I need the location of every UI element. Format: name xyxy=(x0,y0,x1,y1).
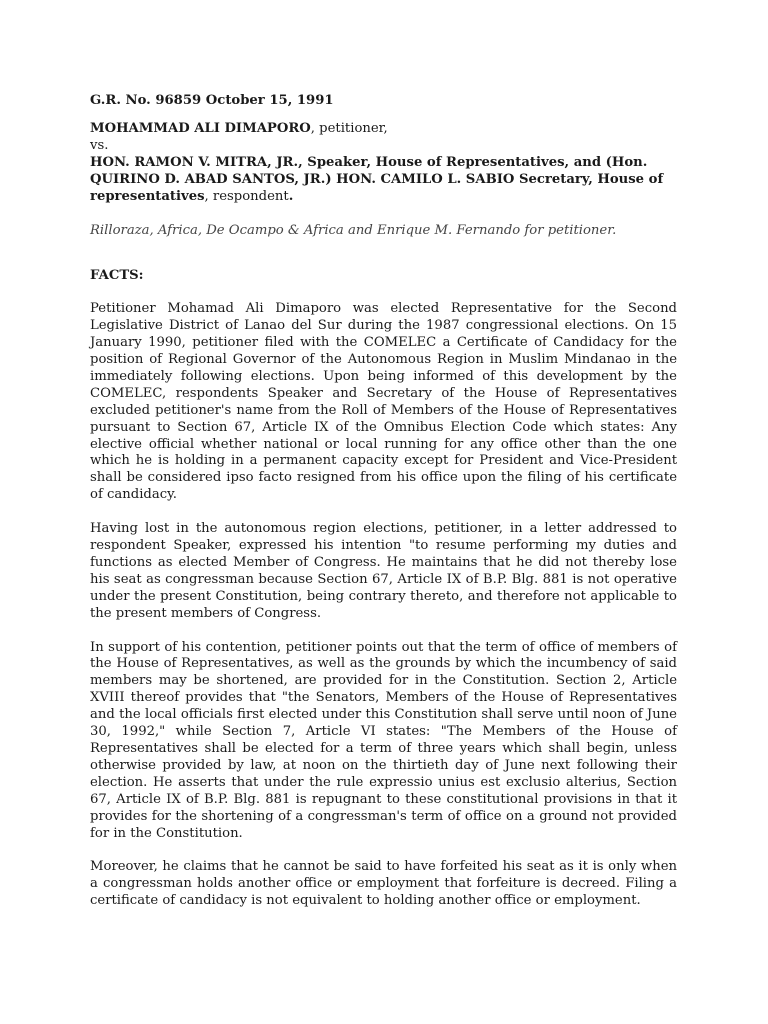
facts-heading: FACTS: xyxy=(90,268,144,284)
facts-paragraph: Petitioner Mohamad Ali Dimaporo was elected Representative for the Second Legislative District of Lanao del Sur during the 1987 congressional elections. On 15 January 1990, petitioner filed with the COMELEC a Certificate of Candidacy for the position of Regional Governor of the Autonomous Region in Muslim Mindanao in the immediately following elections. Upon being informed of this development by the COMELEC, respondents Speaker and Secretary of the House of Representatives excluded petitioner's name from the Roll of Members of the House of Representatives pursuant to Section 67, Article IX of the Omnibus Election Code which states: Any elective official whether national or local running for any office other than the one which he is holding in a permanent capacity except for President and Vice-President shall be considered ipso facto resigned from his office upon the filing of his certificate of candidacy. xyxy=(90,301,677,503)
facts-paragraph: In support of his contention, petitioner points out that the term of office of members of the House of Representatives, as well as the grounds by which the incumbency of said members may be shortened, are provided for in the Constitution. Section 2, Article XVIII thereof provides that "the Senators, Members of the House of Representatives and the local officials first elected under this Constitution shall serve until noon of June 30, 1992," while Section 7, Article VI states: "The Members of the House of Representatives shall be elected for a term of three years which shall begin, unless otherwise provided by law, at noon on the thirtieth day of June next following their election. He asserts that under the rule expressio unius est exclusio alterius, Section 67, Article IX of B.P. Blg. 881 is repugnant to these constitutional provisions in that it provides for the shortening of a congressman's term of office on a ground not provided for in the Constitution. xyxy=(90,639,677,841)
case-number-date: G.R. No. 96859 October 15, 1991 xyxy=(90,93,334,108)
facts-paragraph: Having lost in the autonomous region elections, petitioner, in a letter addressed to respondent Speaker, expressed his intention "to resume performing my duties and functions as elected Member of Congress. He maintains that he did not thereby lose his seat as congressman because Section 67, Article IX of B.P. Blg. 881 is not operative under the present Constitution, being contrary thereto, and therefore not applicable to the present members of Congress. xyxy=(90,521,677,621)
facts-paragraph: Moreover, he claims that he cannot be said to have forfeited his seat as it is only when a congressman holds another office or employment that forfeiture is decreed. Filing a certificate of candidacy is not equivalent to holding another office or employment. xyxy=(90,859,677,909)
respondent-role: , respondent xyxy=(204,188,289,204)
document-page xyxy=(90,93,677,927)
petitioner-role: , petitioner, xyxy=(310,120,388,136)
case-parties xyxy=(90,121,677,206)
petitioner-name: MOHAMMAD ALI DIMAPORO xyxy=(90,120,311,136)
versus-label: vs. xyxy=(90,137,109,153)
respondents-names: HON. RAMON V. MITRA, JR., Speaker, House of Representatives, and (Hon. QUIRINO D. ABAD SANTOS, JR.) HON. CAMILO L. SABIO Secretary, House of representatives xyxy=(90,154,664,204)
respondent-period: . xyxy=(288,188,294,204)
counsel-line: Rilloraza, Africa, De Ocampo & Africa and Enrique M. Fernando for petitioner. xyxy=(90,223,617,239)
